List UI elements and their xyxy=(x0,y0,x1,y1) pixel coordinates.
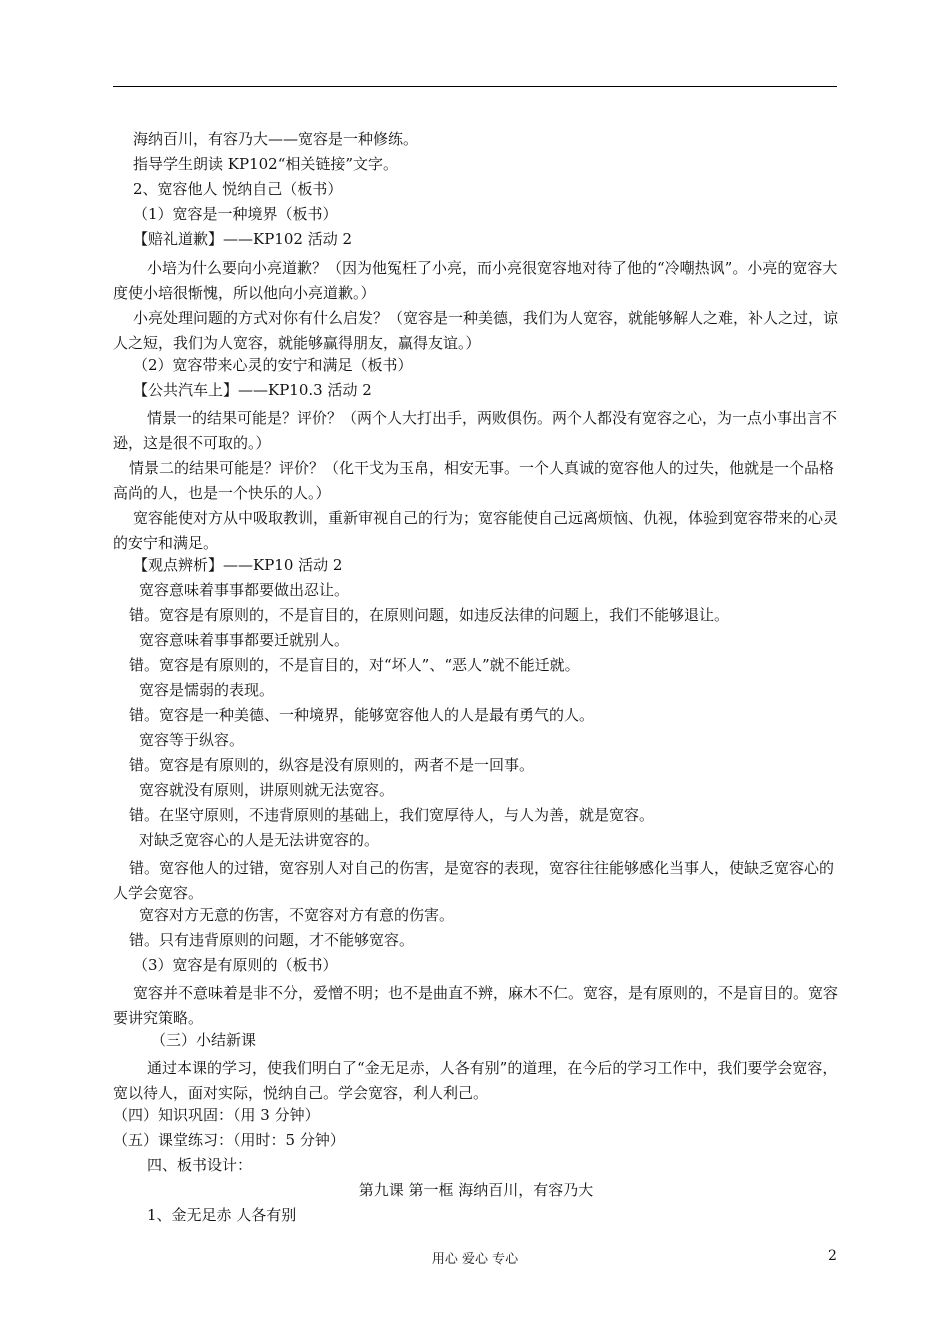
text-line: （五）课堂练习：（用时：5 分钟） xyxy=(113,1131,345,1149)
text-line: （2）宽容带来心灵的安宁和满足（板书） xyxy=(133,356,413,374)
text-line: （3）宽容是有原则的（板书） xyxy=(133,956,338,974)
page-number: 2 xyxy=(828,1248,837,1264)
page-footer: 用心 爱心 专心 xyxy=(431,1252,519,1267)
text-line: 宽容并不意味着是非不分，爱憎不明；也不是曲直不辨，麻木不仁。宽容，是有原则的，不是盲目的。宽容要讲究策略。 xyxy=(113,984,839,1027)
text-line: 第九课 第一框 海纳百川，有容乃大 xyxy=(358,1181,594,1199)
text-line: 海纳百川，有容乃大——宽容是一种修练。 xyxy=(133,130,419,148)
text-line: 错。宽容是一种美德、一种境界，能够宽容他人的人是最有勇气的人。 xyxy=(129,706,595,724)
text-line: （四）知识巩固：（用 3 分钟） xyxy=(113,1106,320,1124)
text-line: 宽容能使对方从中吸取教训，重新审视自己的行为；宽容能使自己远离烦恼、仇视，体验到宽容带来的心灵的安宁和满足。 xyxy=(113,509,839,552)
text-line: 【赔礼道歉】——KP102 活动 2 xyxy=(133,230,353,248)
text-line: 情景一的结果可能是？评价？（两个人大打出手，两败俱伤。两个人都没有宽容之心，为一点小事出言不逊，这是很不可取的。） xyxy=(113,409,838,452)
text-line: 宽容是懦弱的表现。 xyxy=(139,681,275,699)
text-line: 错。宽容是有原则的，不是盲目的，在原则问题，如违反法律的问题上，我们不能够退让。 xyxy=(129,606,730,624)
text-line: 通过本课的学习，使我们明白了“金无足赤，人各有别”的道理，在今后的学习工作中，我们要学会宽容，宽以待人，面对实际，悦纳自己。学会宽容，利人利己。 xyxy=(113,1059,838,1102)
text-line: 【公共汽车上】——KP10.3 活动 2 xyxy=(133,381,372,399)
text-line: 错。宽容是有原则的，纵容是没有原则的，两者不是一回事。 xyxy=(129,756,535,774)
text-line: 指导学生朗读 KP102“相关链接”文字。 xyxy=(133,155,399,173)
text-line: 情景二的结果可能是？评价？（化干戈为玉帛，相安无事。一个人真诚的宽容他人的过失，他就是一个品格高尚的人，也是一个快乐的人。） xyxy=(113,459,835,502)
text-line: （三）小结新课 xyxy=(151,1031,257,1049)
text-line: 1、金无足赤 人各有别 xyxy=(147,1206,297,1224)
text-line: 【观点辨析】——KP10 活动 2 xyxy=(133,556,343,574)
text-line: 四、板书设计： xyxy=(147,1156,253,1174)
text-line: 小培为什么要向小亮道歉？（因为他冤枉了小亮，而小亮很宽容地对待了他的“冷嘲热讽”。小亮的宽容大度使小培很惭愧，所以他向小亮道歉。） xyxy=(113,259,838,302)
text-line: 错。在坚守原则，不违背原则的基础上，我们宽厚待人，与人为善，就是宽容。 xyxy=(129,806,655,824)
text-line: 宽容对方无意的伤害，不宽容对方有意的伤害。 xyxy=(139,906,455,924)
text-line: 宽容就没有原则，讲原则就无法宽容。 xyxy=(139,781,395,799)
text-line: 对缺乏宽容心的人是无法讲宽容的。 xyxy=(139,831,380,849)
text-line: 错。宽容他人的过错，宽容别人对自己的伤害，是宽容的表现，宽容往往能够感化当事人，使缺乏宽容心的人学会宽容。 xyxy=(113,859,835,902)
text-line: 小亮处理问题的方式对你有什么启发？（宽容是一种美德，我们为人宽容，就能够解人之难，补人之过，谅人之短，我们为人宽容，就能够赢得朋友，赢得友谊。） xyxy=(113,309,839,352)
text-line: 错。宽容是有原则的，不是盲目的，对“坏人”、“恶人”就不能迁就。 xyxy=(129,656,580,674)
text-line: 错。只有违背原则的问题，才不能够宽容。 xyxy=(129,931,415,949)
text-line: （1）宽容是一种境界（板书） xyxy=(133,205,338,223)
text-line: 宽容等于纵容。 xyxy=(139,731,245,749)
header-rule xyxy=(113,86,837,87)
text-line: 宽容意味着事事都要做出忍让。 xyxy=(139,581,350,599)
text-line: 宽容意味着事事都要迁就别人。 xyxy=(139,631,350,649)
text-line: 2、宽容他人 悦纳自己（板书） xyxy=(133,180,343,198)
